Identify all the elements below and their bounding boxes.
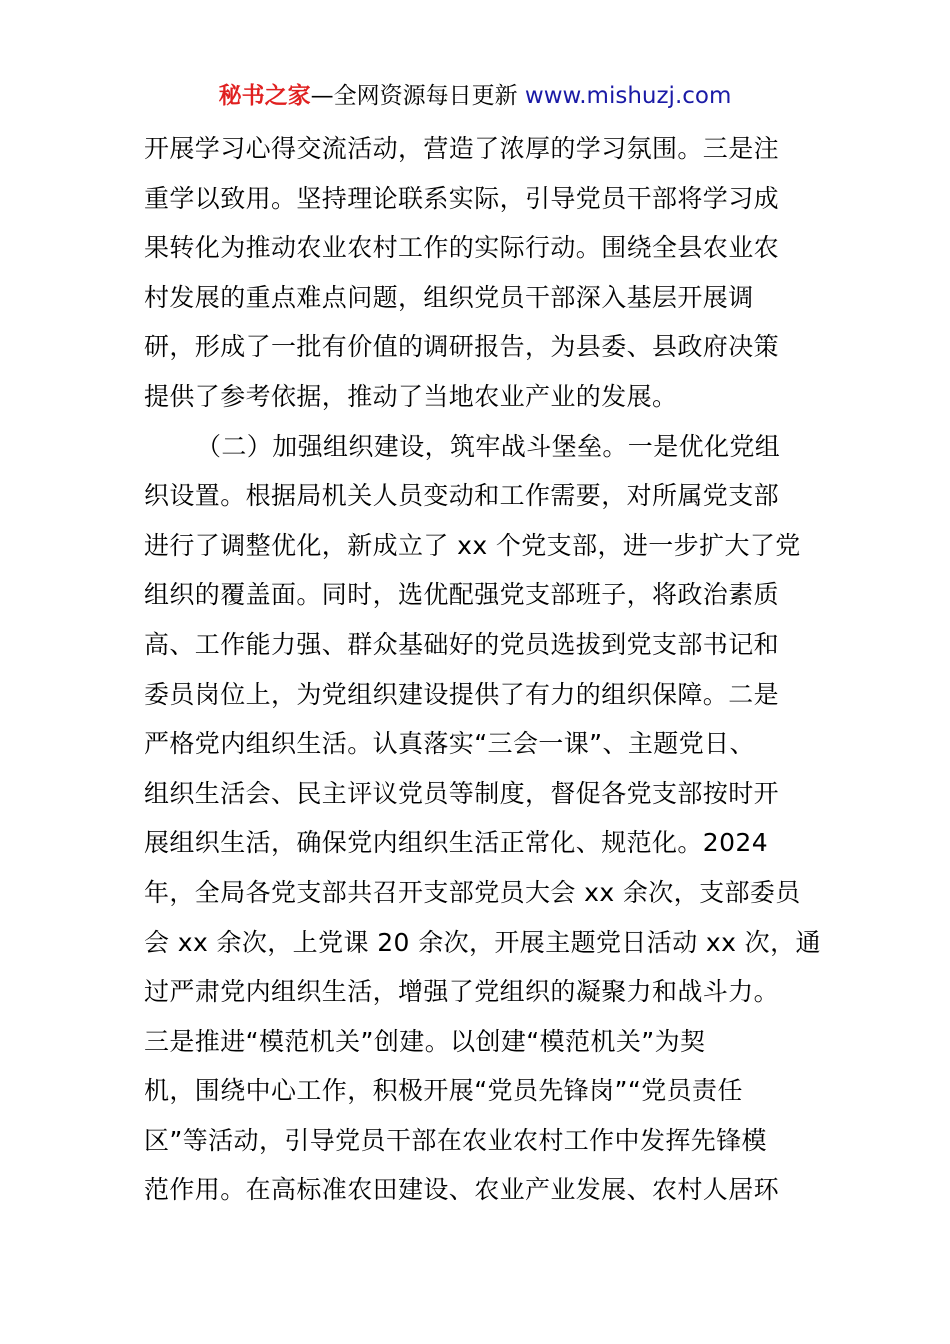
text-line: 村发展的重点难点问题，组织党员干部深入基层开展调	[144, 282, 754, 312]
text-line: 组织的覆盖面。同时，选优配强党支部班子，将政治素质	[144, 580, 780, 610]
text-line: 果转化为推动农业农村工作的实际行动。围绕全县农业农	[144, 233, 780, 263]
text-line: 进行了调整优化，新成立了 xx 个党支部，进一步扩大了党	[144, 530, 801, 560]
site-brand: 秘书之家	[218, 83, 311, 109]
text-line: 区”等活动，引导党员干部在农业农村工作中发挥先锋模	[144, 1125, 767, 1155]
text-line: 组织生活会、民主评议党员等制度，督促各党支部按时开	[144, 778, 780, 808]
text-line: 重学以致用。坚持理论联系实际，引导党员干部将学习成	[144, 183, 780, 213]
text-line: 年，全局各党支部共召开支部党员大会 xx 余次，支部委员	[144, 877, 801, 907]
text-line: 开展学习心得交流活动，营造了浓厚的学习氛围。三是注	[144, 134, 780, 163]
text-line: 过严肃党内组织生活，增强了党组织的凝聚力和战斗力。	[144, 977, 780, 1007]
text-line: 三是推进“模范机关”创建。以创建“模范机关”为契	[144, 1026, 706, 1056]
document-body	[144, 124, 821, 1215]
text-line: 严格党内组织生活。认真落实“三会一课”、主题党日、	[144, 729, 755, 759]
text-line: 提供了参考依据，推动了当地农业产业的发展。	[144, 381, 678, 411]
page-header	[0, 80, 950, 112]
text-line: 展组织生活，确保党内组织生活正常化、规范化。2024	[144, 828, 769, 858]
text-line: 机，围绕中心工作，积极开展“党员先锋岗”“党员责任	[144, 1076, 743, 1106]
site-url[interactable]: www.mishuzj.com	[524, 83, 732, 109]
text-line: 研，形成了一批有价值的调研报告，为县委、县政府决策	[144, 332, 780, 362]
text-line: 委员岗位上，为党组织建设提供了有力的组织保障。二是	[144, 679, 780, 709]
section-heading-line: （二）加强组织建设，筑牢战斗堡垒。一是优化党组	[196, 431, 781, 461]
text-line: 织设置。根据局机关人员变动和工作需要，对所属党支部	[144, 481, 780, 511]
text-line: 高、工作能力强、群众基础好的党员选拔到党支部书记和	[144, 629, 780, 659]
text-line: 范作用。在高标准农田建设、农业产业发展、农村人居环	[144, 1175, 780, 1205]
text-line: 会 xx 余次，上党课 20 余次，开展主题党日活动 xx 次，通	[144, 927, 821, 957]
site-tagline: —全网资源每日更新	[310, 83, 525, 109]
